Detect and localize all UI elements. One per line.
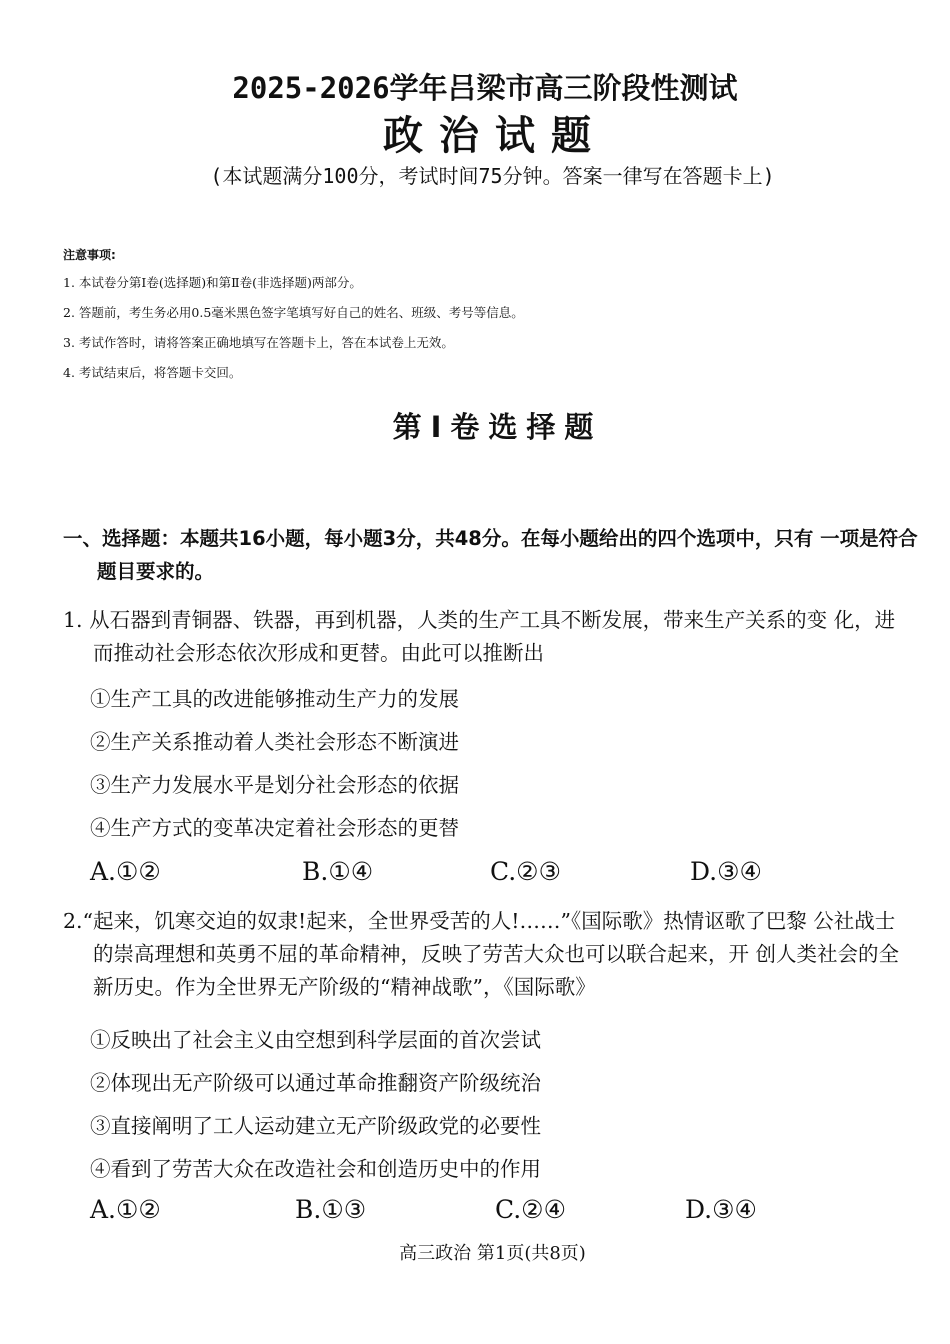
question-1-statements (90, 684, 850, 856)
statement-4: ④看到了劳苦大众在改造社会和创造历史中的作用 (90, 1157, 541, 1181)
note-item: 3. 考试作答时，请将答案正确地填写在答题卡上，答在本试卷上无效。 (63, 335, 454, 350)
part-one-heading: 一、选择题：本题共16小题，每小题3分，共48分。在每小题给出的四个选项中，只有 一项是符合题目要求的。 (63, 527, 918, 583)
notes-list (63, 275, 883, 395)
choice-c[interactable]: C.②③ (490, 857, 562, 886)
note-item: 1. 本试卷分第Ⅰ卷(选择题)和第Ⅱ卷(非选择题)两部分。 (63, 275, 362, 290)
question-1-stem: 1. 从石器到青铜器、铁器，再到机器，人类的生产工具不断发展，带来生产关系的变 化，进而推动社会形态依次形成和更替。由此可以推断出 (63, 608, 896, 665)
exam-subtitle: (本试题满分100分，考试时间75分钟。答案一律写在答题卡上) (210, 164, 775, 188)
page-footer: 高三政治 第1页(共8页) (399, 1243, 586, 1264)
statement-1: ①反映出了社会主义由空想到科学层面的首次尝试 (90, 1028, 541, 1052)
statement-2: ②体现出无产阶级可以通过革命推翻资产阶级统治 (90, 1071, 541, 1095)
notes-heading: 注意事项: (63, 248, 116, 262)
subject-title: 政治试题 (383, 113, 607, 159)
choice-a[interactable]: A.①② (90, 857, 161, 886)
question-2-choices (90, 1193, 810, 1227)
question-2-statements (90, 1025, 850, 1197)
question-1-choices (90, 855, 810, 889)
exam-title: 2025-2026学年吕梁市高三阶段性测试 (232, 71, 738, 105)
section-title: 第Ⅰ卷选择题 (392, 410, 603, 444)
statement-3: ③生产力发展水平是划分社会形态的依据 (90, 773, 459, 797)
choice-c[interactable]: C.②④ (495, 1195, 567, 1224)
choice-a[interactable]: A.①② (90, 1195, 161, 1224)
note-item: 2. 答题前，考生务必用0.5毫米黑色签字笔填写好自己的姓名、班级、考号等信息。 (63, 305, 524, 320)
statement-4: ④生产方式的变革决定着社会形态的更替 (90, 816, 459, 840)
choice-d[interactable]: D.③④ (690, 857, 762, 886)
choice-b[interactable]: B.①③ (295, 1195, 367, 1224)
question-2-stem: 2.“起来，饥寒交迫的奴隶!起来，全世界受苦的人!……”《国际歌》热情讴歌了巴黎 公社战士的崇高理想和英勇不屈的革命精神，反映了劳苦大众也可以联合起来，开 创人类社会的全新历史。作为全世界无产阶级的“精神战歌”，《国际歌》 (63, 909, 900, 999)
choice-d[interactable]: D.③④ (685, 1195, 757, 1224)
note-item: 4. 考试结束后，将答题卡交回。 (63, 365, 242, 380)
statement-1: ①生产工具的改进能够推动生产力的发展 (90, 687, 459, 711)
statement-2: ②生产关系推动着人类社会形态不断演进 (90, 730, 459, 754)
statement-3: ③直接阐明了工人运动建立无产阶级政党的必要性 (90, 1114, 541, 1138)
choice-b[interactable]: B.①④ (302, 857, 374, 886)
